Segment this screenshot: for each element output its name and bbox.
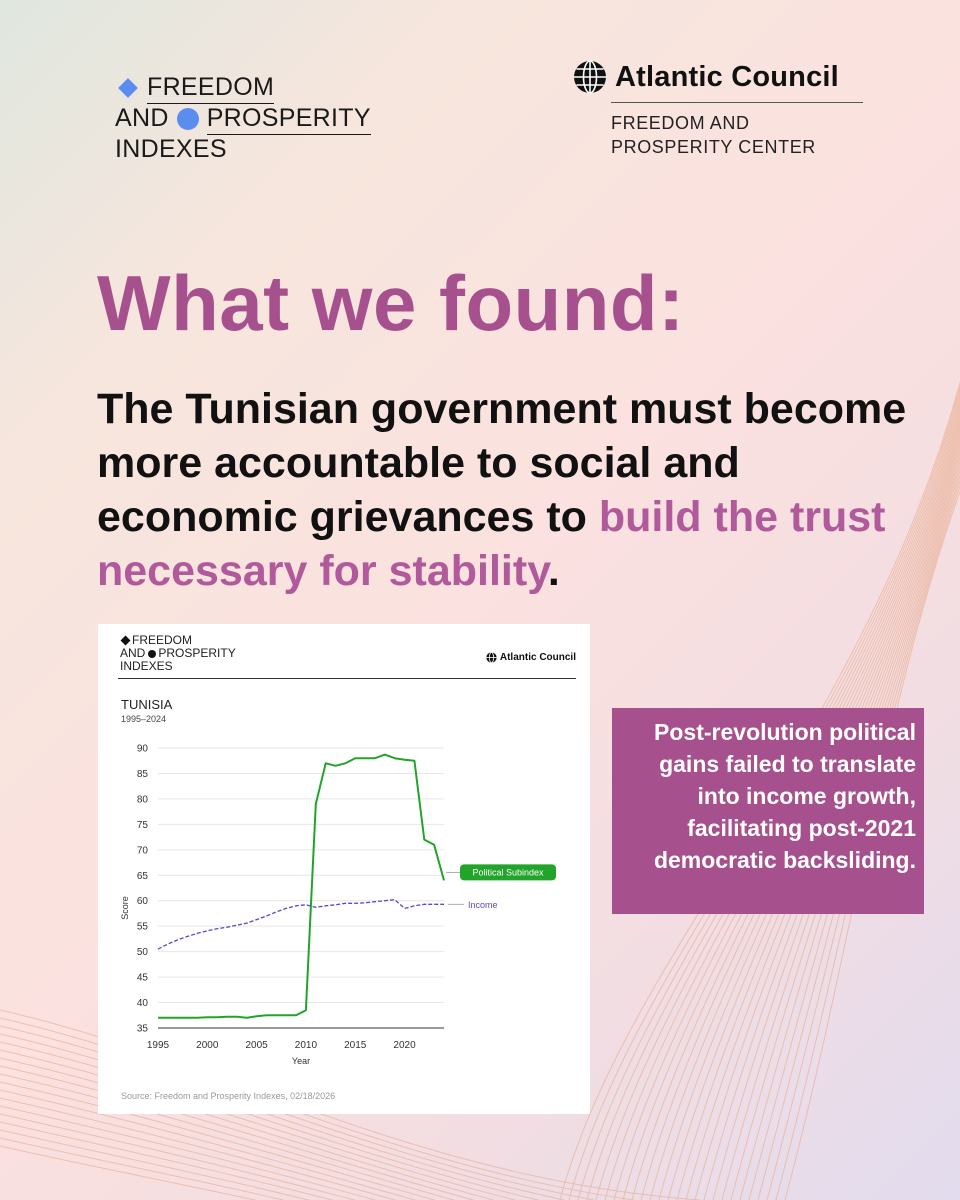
atlantic-council-name: Atlantic Council (615, 60, 839, 93)
y-tick-label: 45 (136, 972, 148, 984)
y-tick-label: 35 (136, 1023, 148, 1035)
center-name-line2: PROSPERITY CENTER (611, 137, 816, 157)
y-tick-label: 85 (136, 768, 148, 780)
chart-card (98, 624, 590, 1114)
wave-line (632, 206, 960, 1200)
x-tick-label: 2020 (393, 1040, 416, 1051)
y-tick-label: 75 (136, 819, 148, 831)
chart-subtitle: 1995–2024 (121, 714, 167, 724)
x-axis-label: Year (291, 1056, 311, 1066)
x-tick-label: 2010 (294, 1040, 318, 1051)
card-fpi-line3: INDEXES (120, 659, 173, 673)
x-tick-label: 2015 (344, 1040, 367, 1051)
y-tick-label: 65 (136, 870, 148, 882)
political-subindex-line (158, 755, 444, 1018)
atlantic-council-logo (573, 60, 863, 159)
card-fpi-line2b: PROSPERITY (158, 646, 236, 660)
y-tick-label: 70 (136, 845, 148, 857)
diamond-icon (118, 78, 138, 98)
series-label-political: Political Subindex (472, 867, 544, 878)
y-tick-label: 50 (136, 947, 148, 959)
callout-box: Post-revolution political gains failed to translate into income growth, facilitating post-2021 democratic backsliding. (612, 708, 924, 914)
divider (611, 102, 863, 103)
y-tick-label: 40 (136, 998, 148, 1010)
y-tick-label: 60 (136, 896, 148, 908)
fpi-logo-line3: INDEXES (115, 135, 227, 163)
circle-icon (177, 108, 199, 130)
y-tick-label: 55 (136, 921, 148, 933)
fpi-logo (115, 72, 371, 165)
income-line (158, 900, 444, 949)
fpi-logo-line1: FREEDOM (147, 72, 274, 104)
finding-text-end: . (547, 547, 560, 595)
fpi-logo-line2a: AND (115, 104, 169, 132)
chart-title: TUNISIA (121, 697, 173, 712)
x-tick-label: 2005 (245, 1040, 268, 1051)
globe-icon (573, 60, 607, 94)
y-axis-label: Score (120, 896, 130, 920)
x-tick-label: 2000 (196, 1040, 219, 1051)
series-label-income: Income (468, 899, 498, 910)
y-tick-label: 80 (136, 794, 148, 806)
finding-text-main: The Tunisian government must become more accountable to social and economic grievances to (97, 385, 907, 541)
headline: What we found: (97, 259, 685, 347)
y-tick-label: 90 (136, 743, 148, 755)
finding-text (97, 382, 917, 598)
card-fpi-line2a: AND (120, 646, 146, 660)
line-chart (98, 624, 590, 1114)
center-name-line1: FREEDOM AND (611, 113, 750, 133)
finding-text-highlight: build the trust necessary for stability (97, 493, 886, 595)
fpi-logo-line2b: PROSPERITY (207, 103, 371, 135)
card-atlantic-council-name: Atlantic Council (499, 652, 576, 663)
x-tick-label: 1995 (146, 1040, 170, 1051)
card-fpi-line1: FREEDOM (132, 633, 192, 647)
chart-source: Source: Freedom and Prosperity Indexes, 02/18/2026 (121, 1091, 336, 1101)
